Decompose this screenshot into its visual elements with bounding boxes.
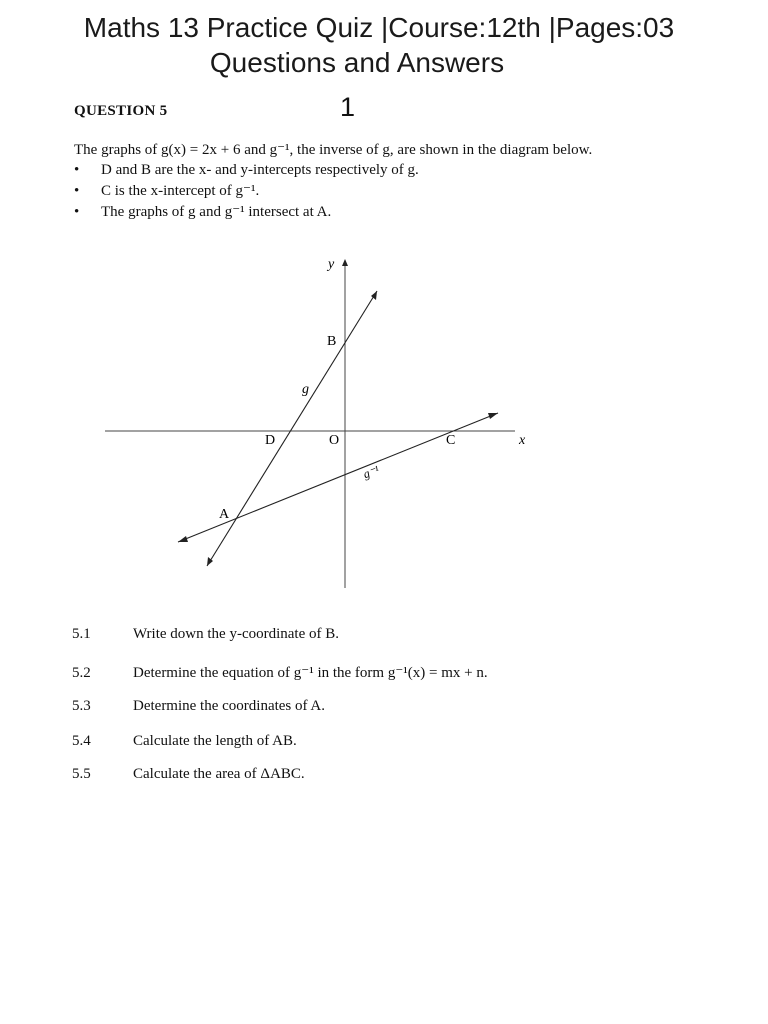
point-C-label: C: [446, 433, 456, 448]
subquestion-row: 5.3 Determine the coordinates of A.: [72, 698, 326, 714]
subquestion-row: 5.5 Calculate the area of ΔABC.: [72, 766, 305, 782]
question-intro: The graphs of g(x) = 2x + 6 and g⁻¹, the inverse of g, are shown in the diagram below.: [74, 142, 593, 158]
document-subtitle: Questions and Answers: [209, 47, 505, 78]
ginv-arrow-right: [488, 413, 498, 419]
point-A-label: A: [219, 507, 230, 522]
question-heading: QUESTION 5: [74, 103, 168, 119]
origin-O-label: O: [329, 433, 340, 448]
subquestion-row: 5.4 Calculate the length of AB.: [72, 733, 297, 749]
point-B-label: B: [327, 334, 337, 349]
question-bullets: [74, 160, 419, 223]
y-axis-label: y: [328, 257, 335, 272]
page-number: 1: [340, 92, 356, 122]
x-axis-label: x: [519, 433, 526, 448]
bullet-item: • D and B are the x- and y-intercepts respectively of g.: [74, 162, 419, 178]
subquestion-row: 5.1 Write down the y-coordinate of B.: [72, 626, 340, 642]
bullet-item: • The graphs of g and g⁻¹ intersect at A.: [74, 204, 332, 220]
ginv-arrow-left: [178, 536, 188, 542]
graph-diagram: [100, 250, 540, 595]
document-title: Maths 13 Practice Quiz |Course:12th |Pages:03: [83, 12, 675, 43]
graph-label-g-inverse: g⁻¹: [361, 462, 382, 482]
graph-label-g: g: [302, 382, 309, 397]
subquestion-row: 5.2 Determine the equation of g⁻¹ in the form g⁻¹(x) = mx + n.: [72, 665, 488, 681]
graph-line-g: [207, 291, 377, 566]
point-D-label: D: [265, 433, 276, 448]
bullet-item: • C is the x-intercept of g⁻¹.: [74, 183, 260, 199]
